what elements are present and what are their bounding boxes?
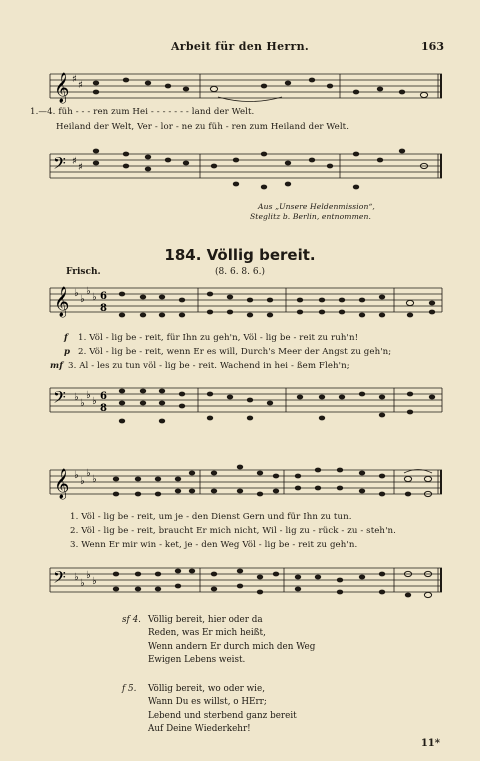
svg-text:𝄞: 𝄞 [54,287,70,317]
svg-text:8: 8 [100,303,107,314]
prev-bass-staff [50,140,446,196]
hymn-title: 184. Völlig bereit. [164,246,316,264]
svg-text:𝄞: 𝄞 [54,469,70,499]
svg-text:♭: ♭ [80,578,85,589]
hymn-meter: (8. 6. 8. 6.) [215,267,265,277]
verse-5: f 5. Völlig bereit, wo oder wie, Wann Du es willst, o HErr; Lebend und sterbend ganz bereit Auf Deine Wiederkehr! [122,684,297,735]
svg-text:♭: ♭ [80,294,85,305]
svg-text:♭: ♭ [86,390,91,401]
page-number: 163 [421,40,444,53]
system2-verse-3: 3. Wenn Er mir win - ket, je - den Weg Völ - lig be - reit zu geh'n. [70,540,358,550]
running-header: Arbeit für den Herrn. [170,40,310,53]
svg-text:𝄞: 𝄞 [54,73,70,103]
svg-text:𝄢: 𝄢 [53,153,66,177]
svg-text:♭: ♭ [80,398,85,409]
svg-text:♯: ♯ [72,74,77,85]
svg-text:𝄢: 𝄢 [53,387,66,411]
svg-text:♭: ♭ [74,470,79,481]
system2-bass-staff [50,554,446,610]
svg-text:♭: ♭ [92,292,97,303]
svg-text:6: 6 [100,391,107,402]
tempo-marking: Frisch. [66,267,101,277]
svg-text:♭: ♭ [74,288,79,299]
svg-text:♭: ♭ [80,476,85,487]
svg-text:8: 8 [100,403,107,414]
system2-treble-staff [50,460,446,508]
svg-text:♯: ♯ [72,156,77,167]
svg-text:6: 6 [100,291,107,302]
svg-text:♭: ♭ [86,570,91,581]
system1-bass-staff [50,374,446,430]
prev-treble-staff [50,66,446,106]
svg-text:♭: ♭ [86,468,91,479]
system2-verse-2: 2. Völ - lig be - reit, braucht Er mich nicht, Wil - lig zu - rück - zu - steh'n. [70,526,396,536]
system1-treble-staff [50,282,446,322]
svg-text:♭: ♭ [92,576,97,587]
svg-text:♭: ♭ [92,396,97,407]
system1-verse-2: p 2. Völ - lig be - reit, wenn Er es will, Durch's Meer der Angst zu geh'n; [64,347,392,357]
source-note-1: Aus „Unsere Heldenmission“, [258,202,375,211]
svg-text:𝄢: 𝄢 [53,567,66,591]
source-note-2: Steglitz b. Berlin, entnommen. [250,212,371,221]
verse-4: sf 4. Völlig bereit, hier oder da Reden, was Er mich heißt, Wenn andern Er durch mich den Weg Ewigen Lebens weist. [122,615,316,666]
system1-verse-1: f 1. Völ - lig be - reit, für Ihn zu geh'n, Völ - lig be - reit zu ruh'n! [64,333,359,343]
svg-text:♭: ♭ [74,572,79,583]
prev-lyric-line-1: 1.—4. füh - - - ren zum Hei - - - - - - - land der Welt. [30,107,255,117]
svg-text:♭: ♭ [92,474,97,485]
svg-text:♭: ♭ [74,392,79,403]
svg-text:♯: ♯ [78,80,83,91]
printer-signature: 11* [420,738,440,749]
system1-verse-3: mf 3. Al - les zu tun völ - lig be - reit. Wachend in hei - ßem Fleh'n; [50,361,350,371]
prev-lyric-line-2: Heiland der Welt, Ver - lor - ne zu füh - ren zum Heiland der Welt. [56,122,350,132]
svg-text:♯: ♯ [78,162,83,173]
svg-text:♭: ♭ [86,286,91,297]
system2-verse-1: 1. Völ - lig be - reit, um je - den Dienst Gern und für Ihn zu tun. [70,512,352,522]
